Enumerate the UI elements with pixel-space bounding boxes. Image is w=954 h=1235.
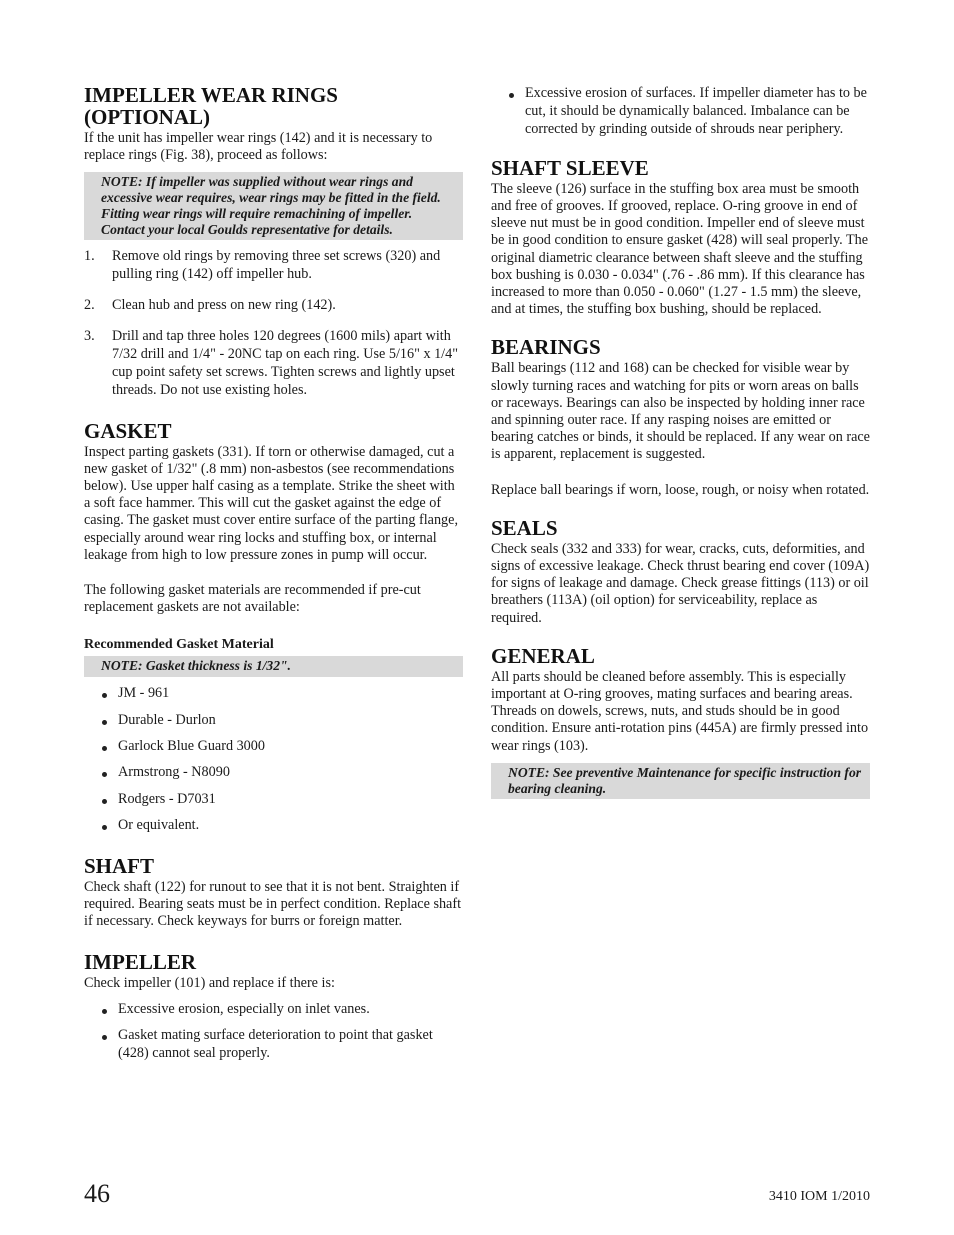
shaft-sleeve-heading: SHAFT SLEEVE [491,155,649,180]
general-heading: GENERAL [491,643,595,668]
gasket-material-subheading: Recommended Gasket Material [84,637,274,653]
bearings-heading: BEARINGS [491,335,601,360]
gasket-heading: GASKET [84,418,172,443]
left-column [84,84,463,1063]
wear-rings-heading-line1: IMPELLER WEAR RINGS [84,83,338,107]
wear-rings-note: NOTE: If impeller was supplied without wear rings and excessive wear requires, wear rings may be fitted in the field. Fitting wear rings will require remachining of impeller. Contact your local Goulds representative for details. [84,172,463,240]
step-item: 1. Remove old rings by removing three set screws (320) and pulling ring (142) off impeller hub. [84,248,441,283]
wear-rings-heading-line2: (OPTIONAL) [84,105,210,129]
shaft-sleeve-text: The sleeve (126) surface in the stuffing box area must be smooth and free of grooves. If grooved, replace. O-ring groove in end of sleeve nut must be in good condition. Impeller end of sleeve must be in good condition to ensure gasket (428) will seal properly. The original diametric clearance between shaft sleeve and the stuffing box bushing is 0.030 - 0.034" (.76 - .86 mm). If this clearance has increased to more than 0.050 - 0.060" (1.27 - 1.5 mm) the sleeve, and at times, the stuffing box bushing, should be replaced. [491,180,869,318]
document-id: 3410 IOM 1/2010 [768,1189,870,1204]
seals-text: Check seals (332 and 333) for wear, cracks, cuts, deformities, and signs of excessive leakage. Check thrust bearing end cover (109A) for signs of leakage and damage. Check grease fittings (113) or oil breathers (113A) (oil option) for serviceability, replace as required. [491,540,870,626]
list-item: Armstrong - N8090 [84,764,463,782]
impeller-intro: Check impeller (101) and replace if there is: [84,974,335,991]
list-item: JM - 961 [84,685,463,703]
list-item: Excessive erosion, especially on inlet vanes. [84,1001,463,1019]
gasket-para-2: The following gasket materials are recommended if pre-cut replacement gaskets are not available: [84,581,421,616]
page-number: 46 [84,1179,110,1208]
bearings-para-1: Ball bearings (112 and 168) can be checked for visible wear by slowly turning races and watching for pits or worn areas on balls or raceways. Bearings can also be inspected by holding inner race and spinning outer race. If any rasping noises are emitted or bearing catches or binds, it should be replaced. If any wear on race is apparent, replacement is suggested. [491,360,870,463]
impeller-heading: IMPELLER [84,949,197,974]
impeller-list-continued [491,85,870,139]
shaft-text: Check shaft (122) for runout to see that it is not bent. Straighten if required. Bearing seats must be in perfect condition. Replace shaft if necessary. Check keyways for burrs or foreign matter. [84,879,462,930]
gasket-materials-list [84,685,463,835]
list-item: Or equivalent. [84,817,463,835]
general-text: All parts should be cleaned before assembly. This is especially important at O-ring grooves, mating surfaces and bearing areas. Threads on dowels, screws, nuts, and studs should be in good condition. Ensure anti-rotation pins (445A) are firmly pressed into wear rings (103). [491,668,869,754]
list-item: Gasket mating surface deterioration to point that gasket (428) cannot seal properly. [84,1027,463,1063]
list-item: Rodgers - D7031 [84,791,463,809]
right-column [491,84,870,799]
seals-heading: SEALS [491,515,558,540]
list-item: Garlock Blue Guard 3000 [84,738,463,756]
wear-rings-steps [84,248,463,399]
gasket-thickness-note: NOTE: Gasket thickness is 1/32". [84,656,463,677]
shaft-heading: SHAFT [84,854,155,879]
impeller-list [84,1001,463,1063]
wear-rings-heading [84,84,463,128]
wear-rings-intro: If the unit has impeller wear rings (142) and it is necessary to replace rings (Fig. 38), proceed as follows: [84,130,433,164]
gasket-para-1: Inspect parting gaskets (331). If torn or otherwise damaged, cut a new gasket of 1/32" (.8 mm) non-asbestos (see recommendations below). Use upper half casing as a template. Strike the sheet with a soft face hammer. This will cut the gasket against the edge of casing. The gasket must cover entire surface of the parting flange, especially around wear ring locks and stuffing box, or internal leakage from high to low pressure zones in pump will occur. [84,443,458,563]
list-item: Excessive erosion of surfaces. If impeller diameter has to be cut, it should be dynamically balanced. Imbalance can be corrected by grinding outside of shrouds near periphery. [491,85,870,139]
step-item: 2. Clean hub and press on new ring (142). [84,297,336,314]
bearings-para-2: Replace ball bearings if worn, loose, rough, or noisy when rotated. [491,481,870,498]
general-note: NOTE: See preventive Maintenance for specific instruction for bearing cleaning. [491,763,870,799]
step-item: 3. Drill and tap three holes 120 degrees (1600 mils) apart with 7/32 drill and 1/4" - 20NC tap on each ring. Use 5/16" x 1/4" cup point safety set screws. Tighten screws and lightly upset threads. Do not use existing holes. [84,327,459,398]
list-item: Durable - Durlon [84,712,463,730]
